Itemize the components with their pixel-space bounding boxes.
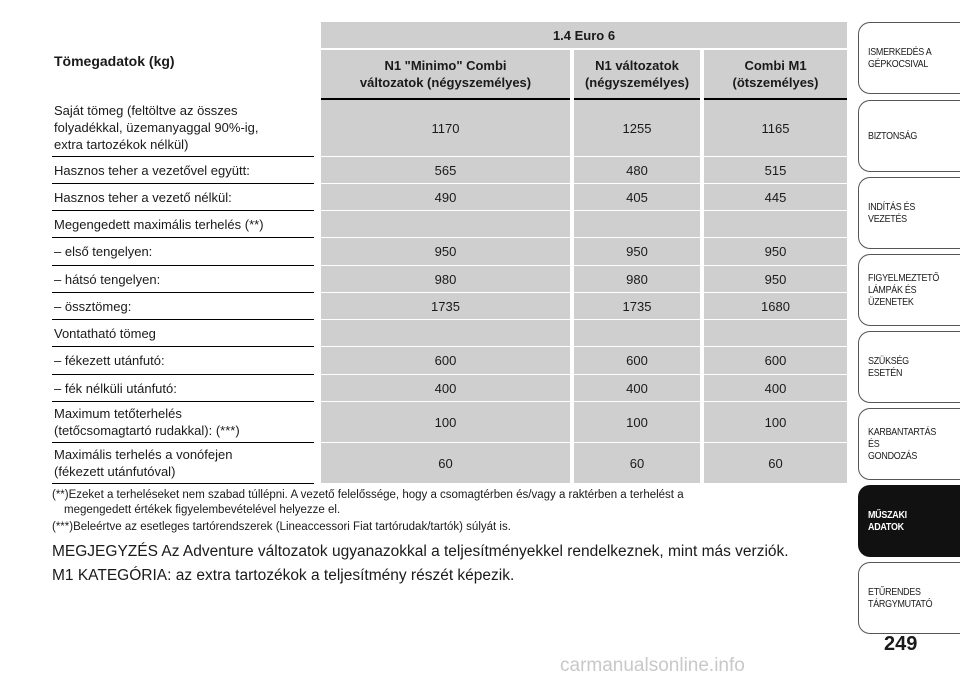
remark: MEGJEGYZÉS Az Adventure változatok ugyanazokkal a teljesítményekkel rendelkeznek, mint más verziók.: [52, 543, 789, 560]
cell-value: 1735: [572, 293, 702, 320]
group-header: 1.4 Euro 6: [321, 22, 847, 49]
cell-value: [702, 211, 847, 238]
chapter-tab-label: FIGYELMEZTETŐ LÁMPÁK ÉS ÜZENETEK: [868, 272, 940, 308]
cell-value: 1680: [702, 293, 847, 320]
row-label: – hátsó tengelyen:: [52, 266, 314, 293]
table-row: [52, 320, 847, 347]
cell-value: 60: [702, 443, 847, 484]
table-header-label: Tömegadatok (kg): [54, 52, 175, 69]
cell-value: 100: [572, 402, 702, 443]
cell-value: 400: [572, 375, 702, 402]
cell-value: 100: [321, 402, 572, 443]
cell-value: 565: [321, 157, 572, 184]
row-label: Hasznos teher a vezető nélkül:: [52, 184, 314, 211]
chapter-tab[interactable]: [858, 254, 960, 326]
cell-value: [321, 320, 572, 347]
chapter-tab-label: MŰSZAKI ADATOK: [868, 509, 907, 533]
table-row: [52, 99, 847, 157]
cell-value: [572, 211, 702, 238]
table-row: [52, 293, 847, 320]
cell-value: 480: [572, 157, 702, 184]
cell-value: 400: [321, 375, 572, 402]
table-row: [52, 266, 847, 293]
chapter-tab[interactable]: [858, 22, 960, 94]
column-header: N1 "Minimo" Combi változatok (négyszemélyes): [321, 49, 572, 99]
cell-value: 400: [702, 375, 847, 402]
cell-value: 405: [572, 184, 702, 211]
table-body: [52, 99, 847, 484]
table-row: [52, 402, 847, 443]
cell-value: 950: [572, 238, 702, 266]
cell-value: 1255: [572, 99, 702, 157]
cell-value: [702, 320, 847, 347]
table-row: [52, 184, 847, 211]
cell-value: 515: [702, 157, 847, 184]
row-label: – össztömeg:: [52, 293, 314, 320]
chapter-tab[interactable]: [858, 485, 960, 557]
table-row: [52, 375, 847, 402]
weight-data-table: [52, 22, 847, 484]
row-label: – első tengelyen:: [52, 238, 314, 266]
cell-value: 950: [702, 238, 847, 266]
chapter-tab[interactable]: [858, 331, 960, 403]
cell-value: 100: [702, 402, 847, 443]
chapter-tab-label: ISMERKEDÉS A GÉPKOCSIVAL: [868, 46, 932, 70]
table-row: [52, 347, 847, 375]
chapter-tab[interactable]: [858, 562, 960, 634]
row-label: Hasznos teher a vezetővel együtt:: [52, 157, 314, 184]
column-header: Combi M1 (ötszemélyes): [702, 49, 847, 99]
table-row: [52, 443, 847, 484]
row-label: – fék nélküli utánfutó:: [52, 375, 314, 402]
cell-value: 600: [321, 347, 572, 375]
cell-value: 60: [572, 443, 702, 484]
row-label: – fékezett utánfutó:: [52, 347, 314, 375]
watermark: carmanualsonline.info: [560, 655, 745, 676]
cell-value: 1735: [321, 293, 572, 320]
cell-value: 950: [321, 238, 572, 266]
row-label: Megengedett maximális terhelés (**): [52, 211, 314, 238]
row-label: Saját tömeg (feltöltve az összes folyadékkal, üzemanyaggal 90%-ig, extra tartozékok nélkül): [52, 99, 314, 157]
footnote: (**)Ezeket a terheléseket nem szabad túllépni. A vezető felelőssége, hogy a csomagtérben és/vagy a raktérben a terhelést a: [52, 489, 684, 501]
table-row: [52, 238, 847, 266]
cell-value: 60: [321, 443, 572, 484]
cell-value: 600: [702, 347, 847, 375]
row-label: Vontatható tömeg: [52, 320, 314, 347]
chapter-tab[interactable]: [858, 408, 960, 480]
cell-value: 950: [702, 266, 847, 293]
cell-value: [572, 320, 702, 347]
chapter-tab-label: ETŰRENDES TÁRGYMUTATÓ: [868, 586, 933, 610]
footnote: megengedett értékek figyelembevételével helyezze el.: [64, 504, 341, 516]
chapter-tab-label: SZÜKSÉG ESETÉN: [868, 355, 909, 379]
chapter-tab[interactable]: [858, 177, 960, 249]
cell-value: 1170: [321, 99, 572, 157]
table-row: [52, 211, 847, 238]
table-row: [52, 157, 847, 184]
footnotes: [52, 488, 847, 535]
cell-value: 1165: [702, 99, 847, 157]
cell-value: 980: [572, 266, 702, 293]
remark: M1 KATEGÓRIA: az extra tartozékok a teljesítmény részét képezik.: [52, 567, 515, 584]
cell-value: [321, 211, 572, 238]
document-body: [52, 22, 847, 587]
cell-value: 490: [321, 184, 572, 211]
chapter-tab-label: BIZTONSÁG: [868, 130, 918, 142]
page-number: 249: [884, 633, 918, 655]
footnote: (***)Beleértve az esetleges tartórendszerek (Lineaccessori Fiat tartórudak/tartók) súlyát is.: [52, 521, 511, 533]
cell-value: 980: [321, 266, 572, 293]
column-header: N1 változatok (négyszemélyes): [572, 49, 702, 99]
row-label: Maximális terhelés a vonófejen (fékezett utánfutóval): [52, 443, 314, 484]
chapter-tab[interactable]: [858, 100, 960, 172]
row-label: Maximum tetőterhelés (tetőcsomagtartó rudakkal): (***): [52, 402, 314, 443]
cell-value: 600: [572, 347, 702, 375]
chapter-tab-label: KARBANTARTÁS ÉS GONDOZÁS: [868, 426, 937, 462]
cell-value: 445: [702, 184, 847, 211]
chapter-tab-label: INDÍTÁS ÉS VEZETÉS: [868, 201, 916, 225]
